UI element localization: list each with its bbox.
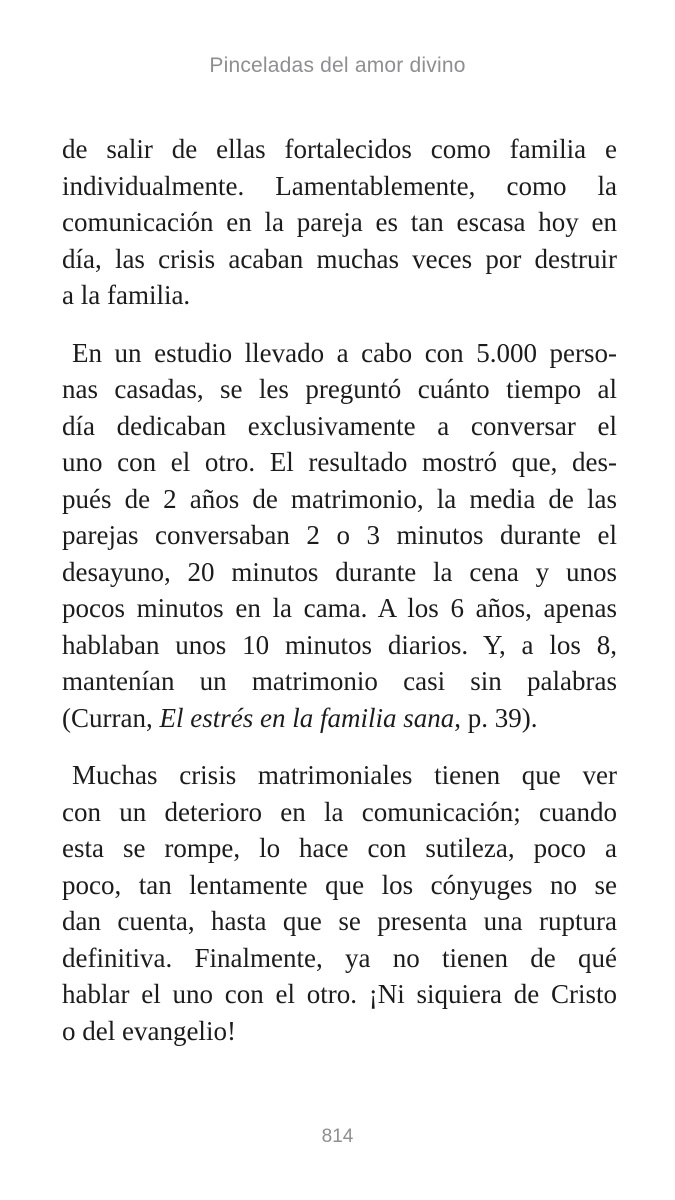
text-line: de salir de ellas fortalecidos como familia e xyxy=(62,134,617,164)
citation-book-title: El estrés en la familia sana xyxy=(159,702,455,733)
text-line: definitiva. Finalmente, ya no tienen de qué xyxy=(62,942,617,973)
text-line: poco, tan lentamente que los cónyuges no se xyxy=(62,869,617,900)
paragraph-3 xyxy=(62,757,617,1049)
paragraph-2 xyxy=(62,335,617,737)
paragraph-1 xyxy=(62,131,617,314)
text-line: mantenían un matrimonio casi sin palabras xyxy=(62,666,617,696)
text-line: pocos minutos en la cama. A los 6 años, apenas xyxy=(62,593,617,623)
text-line: uno con el otro. El resultado mostró que, des- xyxy=(62,447,617,477)
text-line: o del evangelio! xyxy=(62,1015,236,1046)
text-line: con un deterioro en la comunicación; cuando xyxy=(62,796,617,827)
citation-open: (Curran, xyxy=(62,702,160,733)
text-line: esta se rompe, lo hace con sutileza, poco a xyxy=(62,833,617,863)
page-number: 814 xyxy=(321,1126,354,1147)
text-line: nas casadas, se les preguntó cuánto tiempo al xyxy=(62,374,617,404)
text-line: Muchas crisis matrimoniales tienen que ver xyxy=(72,760,617,790)
text-line: a la familia. xyxy=(62,280,191,310)
book-title: Pinceladas del amor divino xyxy=(209,54,466,77)
text-line: parejas conversaban 2 o 3 minutos durante el xyxy=(62,520,617,550)
page-body xyxy=(62,131,617,1070)
text-line: hablar el uno con el otro. ¡Ni siquiera de Cristo xyxy=(62,979,617,1009)
text-line: hablaban unos 10 minutos diarios. Y, a los 8, xyxy=(62,629,617,660)
text-line: En un estudio llevado a cabo con 5.000 perso- xyxy=(72,337,617,368)
text-line: día dedicaban exclusivamente a conversar el xyxy=(62,410,617,441)
citation-close: , p. 39). xyxy=(454,702,538,733)
citation-line xyxy=(62,700,617,737)
text-line: desayuno, 20 minutos durante la cena y unos xyxy=(62,556,617,587)
text-line: comunicación en la pareja es tan escasa hoy en xyxy=(62,207,617,237)
text-line: dan cuenta, hasta que se presenta una ruptura xyxy=(62,906,617,936)
text-line: pués de 2 años de matrimonio, la media de las xyxy=(62,483,617,514)
text-line: día, las crisis acaban muchas veces por destruir xyxy=(62,243,617,274)
text-line: individualmente. Lamentablemente, como la xyxy=(62,170,617,201)
